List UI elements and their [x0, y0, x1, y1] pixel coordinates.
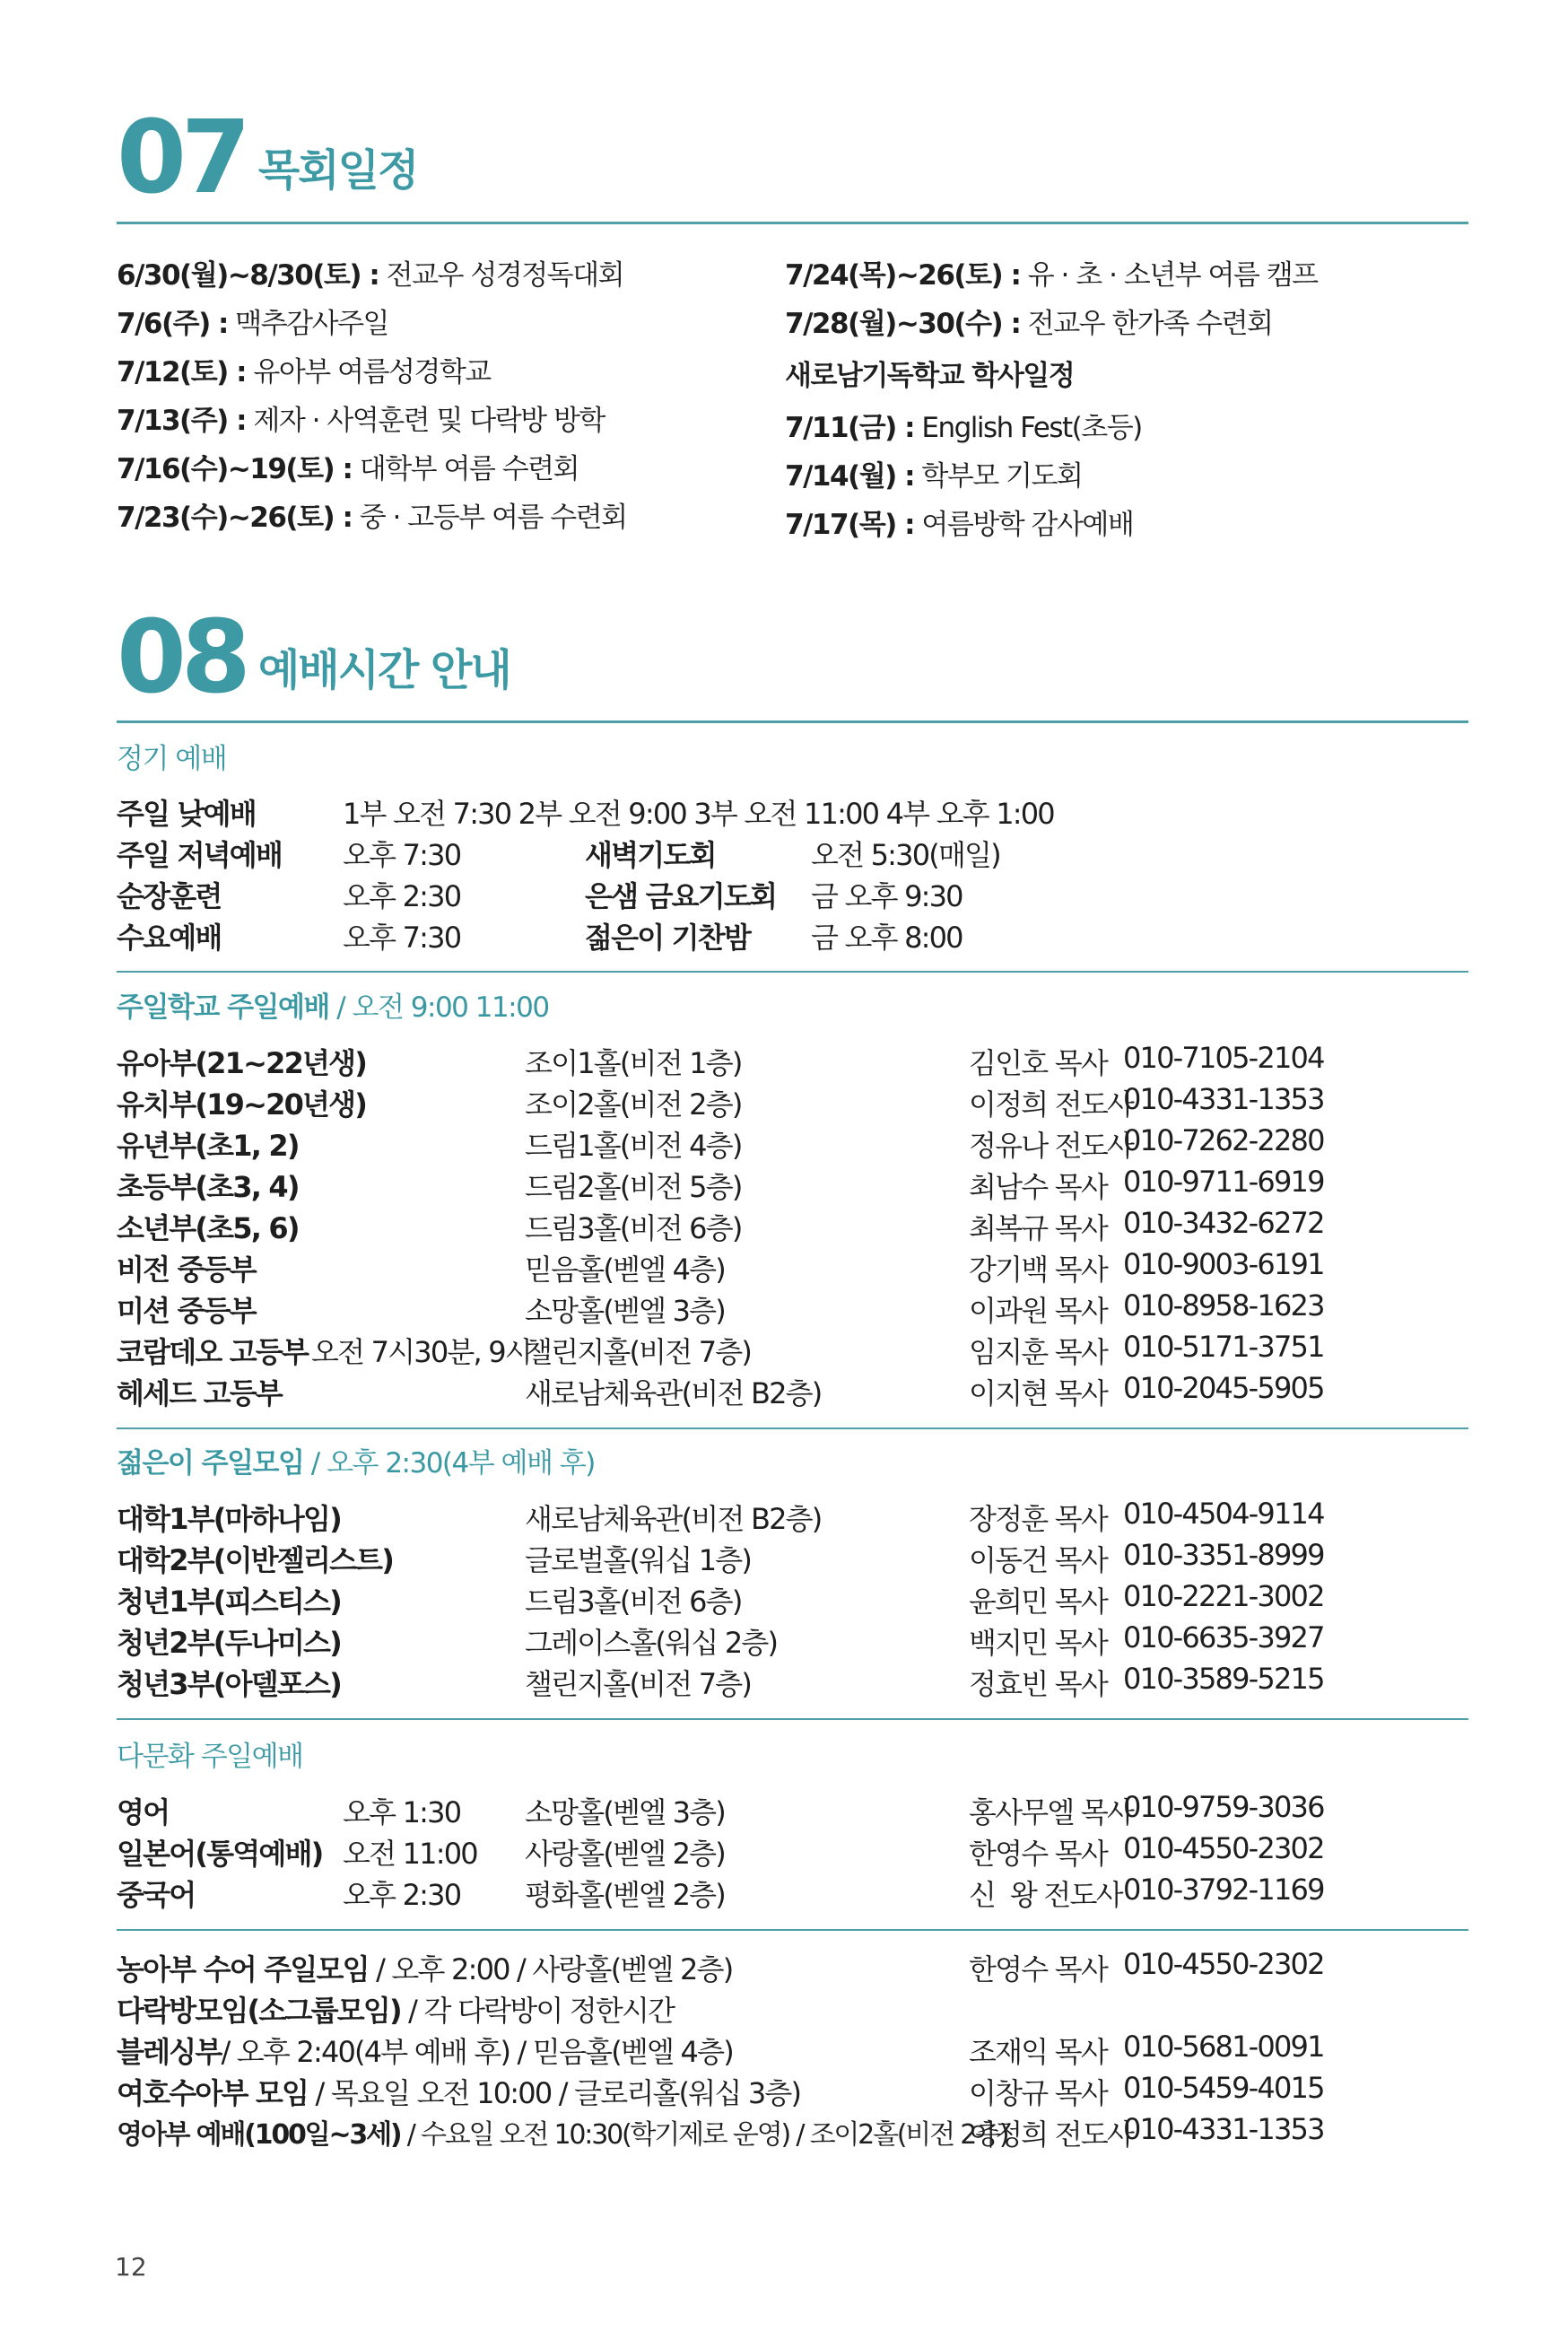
- worship-name: 수요예배: [117, 921, 222, 955]
- dept-pastor: 김인호 목사: [969, 1046, 1107, 1080]
- worship-time: 금 오후 8:00: [811, 921, 963, 955]
- dept-phone: 010-3351-8999: [1123, 1538, 1324, 1572]
- multicultural-title: 다문화 주일예배: [117, 1741, 303, 1773]
- worship-time: 금 오후 9:30: [811, 879, 963, 913]
- dept-pastor: 장정훈 목사: [969, 1502, 1107, 1536]
- dept-place: 그레이스홀(워십 2층): [525, 1626, 778, 1660]
- worship-name: 젊은이 기찬밤: [585, 921, 751, 955]
- worship-time: 오전 5:30(매일): [811, 838, 1000, 872]
- dept-phone: 010-2221-3002: [1123, 1579, 1324, 1613]
- lang-phone: 010-4550-2302: [1123, 1831, 1324, 1865]
- dept-place: 드림2홀(비전 5층): [525, 1170, 742, 1204]
- dept-phone: 010-6635-3927: [1123, 1620, 1324, 1654]
- dept-pastor: 이정희 전도사: [969, 1087, 1134, 1122]
- divider: [117, 971, 1468, 973]
- meeting-pastor: 조재익 목사: [969, 2035, 1107, 2069]
- meeting-pastor: 한영수 목사: [969, 1952, 1107, 1986]
- lang-name: 일본어(통역예배): [117, 1837, 323, 1871]
- dept-place: 믿음홀(벧엘 4층): [525, 1253, 725, 1287]
- lang-name: 중국어: [117, 1878, 196, 1912]
- dept-place: 드림1홀(비전 4층): [525, 1129, 742, 1163]
- divider: [117, 1718, 1468, 1720]
- schedule-item: 7/13(주) : 제자 · 사역훈련 및 다락방 방학: [117, 405, 605, 437]
- lang-time: 오전 11:00: [343, 1837, 477, 1871]
- worship-name: 은샘 금요기도회: [585, 879, 777, 913]
- dept-name: 미션 중등부: [117, 1294, 256, 1328]
- dept-pastor: 이동건 목사: [969, 1543, 1107, 1577]
- worship-name: 순장훈련: [117, 879, 222, 913]
- dept-phone: 010-5171-3751: [1123, 1330, 1324, 1364]
- worship-time: 1부 오전 7:30 2부 오전 9:00 3부 오전 11:00 4부 오후 1:00: [343, 797, 1054, 831]
- lang-place: 사랑홀(벧엘 2층): [525, 1837, 725, 1871]
- schedule-item: 7/11(금) : English Fest(초등): [785, 412, 1142, 444]
- meeting-item: 여호수아부 모임 / 목요일 오전 10:00 / 글로리홀(워십 3층): [117, 2076, 801, 2110]
- dept-phone: 010-8958-1623: [1123, 1288, 1324, 1323]
- dept-name: 유치부(19~20년생): [117, 1087, 367, 1122]
- dept-phone: 010-3589-5215: [1123, 1662, 1324, 1696]
- schedule-item: 7/23(수)~26(토) : 중 · 고등부 여름 수련회: [117, 502, 627, 534]
- dept-name: 헤세드 고등부: [117, 1376, 283, 1410]
- lang-pastor: 홍사무엘 목사: [969, 1795, 1134, 1829]
- worship-name: 주일 낮예배: [117, 797, 256, 831]
- schedule-item: 7/12(토) : 유아부 여름성경학교: [117, 356, 491, 388]
- dept-place: 챌린지홀(비전 7층): [525, 1667, 752, 1701]
- dept-phone: 010-4504-9114: [1123, 1497, 1324, 1531]
- section-07-number: 07: [117, 100, 246, 216]
- dept-place: 새로남체육관(비전 B2층): [525, 1502, 822, 1536]
- section-07-rule: [117, 222, 1468, 224]
- sunday-school-title: 주일학교 주일예배 / 오전 9:00 11:00: [117, 991, 549, 1024]
- meeting-item: 다락방모임(소그룹모임) / 각 다락방이 정한시간: [117, 1994, 675, 2028]
- section-08-title: 예배시간 안내: [257, 645, 510, 695]
- dept-pastor: 임지훈 목사: [969, 1335, 1107, 1369]
- worship-time: 오후 7:30: [343, 838, 461, 872]
- schedule-item: 7/16(수)~19(토) : 대학부 여름 수련회: [117, 453, 579, 485]
- lang-time: 오후 1:30: [343, 1795, 461, 1829]
- dept-pastor: 윤희민 목사: [969, 1585, 1107, 1619]
- section-08-header: [117, 599, 510, 716]
- meeting-pastor: 이창규 목사: [969, 2076, 1107, 2110]
- section-07-title: 목회일정: [257, 145, 418, 196]
- schedule-item: 7/28(월)~30(수) : 전교우 한가족 수련회: [785, 308, 1273, 340]
- dept-extra-time: 오전 7시30분, 9시: [311, 1335, 531, 1369]
- schedule-item: 7/14(월) : 학부모 기도회: [785, 460, 1083, 493]
- dept-place: 새로남체육관(비전 B2층): [525, 1376, 822, 1410]
- school-schedule-title: 새로남기독학교 학사일정: [785, 360, 1075, 392]
- dept-pastor: 정유나 전도사: [969, 1129, 1134, 1163]
- dept-name: 초등부(초3, 4): [117, 1170, 299, 1204]
- section-07-header: [117, 100, 418, 216]
- schedule-item: 6/30(월)~8/30(토) : 전교우 성경정독대회: [117, 259, 624, 292]
- dept-name: 비전 중등부: [117, 1253, 256, 1287]
- worship-time: 오후 7:30: [343, 921, 461, 955]
- meeting-phone: 010-5459-4015: [1123, 2071, 1324, 2105]
- dept-place: 드림3홀(비전 6층): [525, 1585, 742, 1619]
- dept-name: 유년부(초1, 2): [117, 1129, 299, 1163]
- dept-phone: 010-2045-5905: [1123, 1371, 1324, 1405]
- lang-pastor: 신 왕 전도사: [969, 1878, 1122, 1912]
- dept-name: 대학1부(마하나임): [117, 1502, 341, 1536]
- dept-name: 소년부(초5, 6): [117, 1211, 299, 1245]
- dept-name: 청년1부(피스티스): [117, 1585, 341, 1619]
- dept-pastor: 이지현 목사: [969, 1376, 1107, 1410]
- dept-phone: 010-7262-2280: [1123, 1123, 1324, 1157]
- dept-phone: 010-4331-1353: [1123, 1082, 1324, 1116]
- meeting-pastor: 이정희 전도사: [969, 2117, 1134, 2152]
- dept-place: 조이1홀(비전 1층): [525, 1046, 742, 1080]
- dept-phone: 010-9711-6919: [1123, 1165, 1324, 1199]
- meeting-phone: 010-5681-0091: [1123, 2030, 1324, 2064]
- dept-name: 코람데오 고등부: [117, 1335, 309, 1369]
- lang-place: 평화홀(벧엘 2층): [525, 1878, 725, 1912]
- section-08-number: 08: [117, 599, 246, 716]
- dept-name: 대학2부(이반젤리스트): [117, 1543, 394, 1577]
- dept-pastor: 최복규 목사: [969, 1211, 1107, 1245]
- meeting-item: 블레싱부/ 오후 2:40(4부 예배 후) / 믿음홀(벧엘 4층): [117, 2035, 733, 2069]
- worship-name: 주일 저녁예배: [117, 838, 283, 872]
- schedule-item: 7/24(목)~26(토) : 유 · 초 · 소년부 여름 캠프: [785, 259, 1318, 292]
- dept-pastor: 최남수 목사: [969, 1170, 1107, 1204]
- dept-name: 청년3부(아델포스): [117, 1667, 341, 1701]
- dept-place: 챌린지홀(비전 7층): [525, 1335, 752, 1369]
- dept-name: 청년2부(두나미스): [117, 1626, 341, 1660]
- worship-name: 새벽기도회: [585, 838, 716, 872]
- divider: [117, 1929, 1468, 1931]
- schedule-item: 7/17(목) : 여름방학 감사예배: [785, 509, 1134, 541]
- dept-pastor: 강기백 목사: [969, 1253, 1107, 1287]
- dept-phone: 010-7105-2104: [1123, 1041, 1324, 1075]
- dept-place: 글로벌홀(워십 1층): [525, 1543, 752, 1577]
- lang-pastor: 한영수 목사: [969, 1837, 1107, 1871]
- meeting-item: 영아부 예배(100일~3세) / 수요일 오전 10:30(학기제로 운영) / 조이2홀(비전 2층): [117, 2119, 1008, 2151]
- meeting-phone: 010-4550-2302: [1123, 1947, 1324, 1981]
- lang-name: 영어: [117, 1795, 170, 1829]
- dept-pastor: 백지민 목사: [969, 1626, 1107, 1660]
- lang-time: 오후 2:30: [343, 1878, 461, 1912]
- dept-place: 조이2홀(비전 2층): [525, 1087, 742, 1122]
- dept-phone: 010-3432-6272: [1123, 1206, 1324, 1240]
- dept-pastor: 정효빈 목사: [969, 1667, 1107, 1701]
- meeting-phone: 010-4331-1353: [1123, 2112, 1324, 2146]
- lang-place: 소망홀(벧엘 3층): [525, 1795, 725, 1829]
- divider: [117, 1427, 1468, 1429]
- schedule-item: 7/6(주) : 맥추감사주일: [117, 308, 388, 340]
- worship-time: 오후 2:30: [343, 879, 461, 913]
- section-08-rule: [117, 720, 1468, 723]
- youth-title: 젊은이 주일모임 / 오후 2:30(4부 예배 후): [117, 1447, 595, 1480]
- lang-phone: 010-9759-3036: [1123, 1790, 1324, 1824]
- meeting-item: 농아부 수어 주일모임 / 오후 2:00 / 사랑홀(벧엘 2층): [117, 1952, 733, 1986]
- lang-phone: 010-3792-1169: [1123, 1873, 1324, 1907]
- regular-worship-title: 정기 예배: [117, 743, 227, 775]
- dept-phone: 010-9003-6191: [1123, 1247, 1324, 1281]
- page-number: 12: [115, 2252, 147, 2282]
- dept-name: 유아부(21~22년생): [117, 1046, 367, 1080]
- dept-place: 소망홀(벧엘 3층): [525, 1294, 725, 1328]
- dept-place: 드림3홀(비전 6층): [525, 1211, 742, 1245]
- dept-pastor: 이과원 목사: [969, 1294, 1107, 1328]
